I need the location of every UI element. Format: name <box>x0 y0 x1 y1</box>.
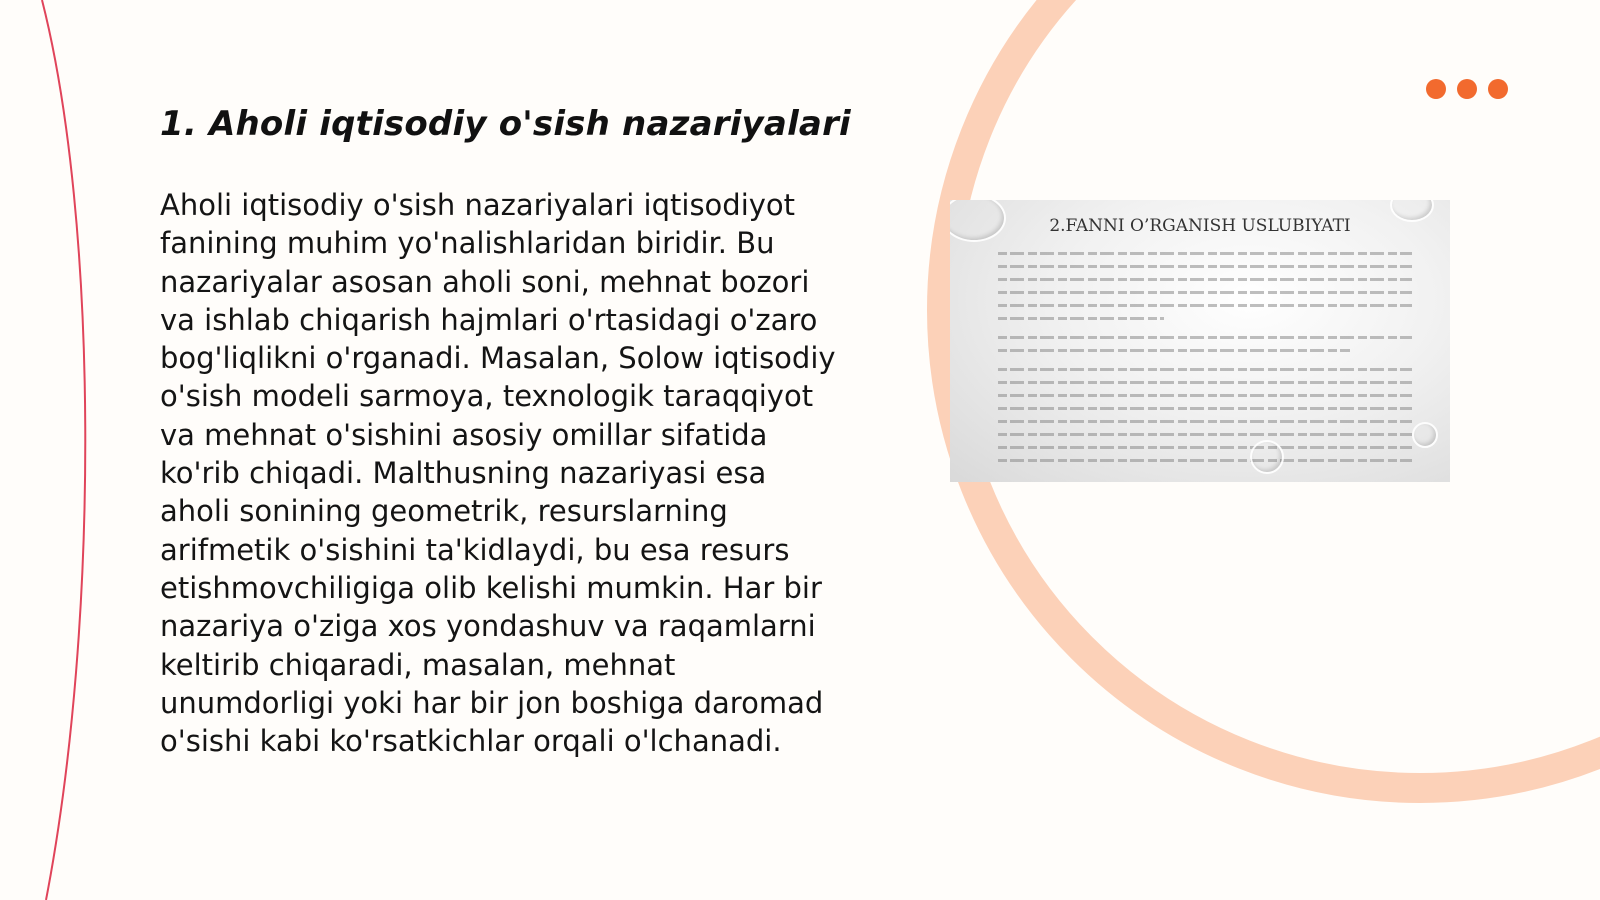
water-drop <box>1250 440 1284 474</box>
left-accent-line <box>42 0 85 900</box>
dot <box>1426 79 1446 99</box>
embedded-slide-title: 2.FANNI O’RGANISH USLUBIYATI <box>1049 216 1351 236</box>
slide-body-text: Aholi iqtisodiy o'sish nazariyalari iqtisodiyot fanining muhim yo'nalishlaridan biridir. Bu nazariyalar asosan aholi soni, mehnat bozori va ishlab chiqarish hajmlari o'rtasidagi o'zaro bog'liqlikni o'rganadi. Masalan, Solow iqtisodiy o'sish modeli sarmoya, texnologik taraqqiyot va mehnat o'sishini asosiy omillar sifatida ko'rib chiqadi. Malthusning nazariyasi esa aholi sonining geometrik, resurslarning arifmetik o'sishini ta'kidlaydi, bu esa resurs etishmovchiligiga olib kelishi mumkin. Har bir nazariya o'ziga xos yondashuv va raqamlarni keltirib chiqaradi, masalan, mehnat unumdorligi yoki har bir jon boshiga daromad o'sishi kabi ko'rsatkichlar orqali o'lchanadi. <box>160 188 836 759</box>
more-dots-icon <box>1426 79 1508 99</box>
water-drop <box>1412 422 1438 448</box>
slide-title: 1. Aholi iqtisodiy o'sish nazariyalari <box>160 104 851 144</box>
embedded-slide-image <box>950 200 1450 482</box>
dot <box>1457 79 1477 99</box>
embedded-slide-text-lines <box>998 252 1412 472</box>
dot <box>1488 79 1508 99</box>
